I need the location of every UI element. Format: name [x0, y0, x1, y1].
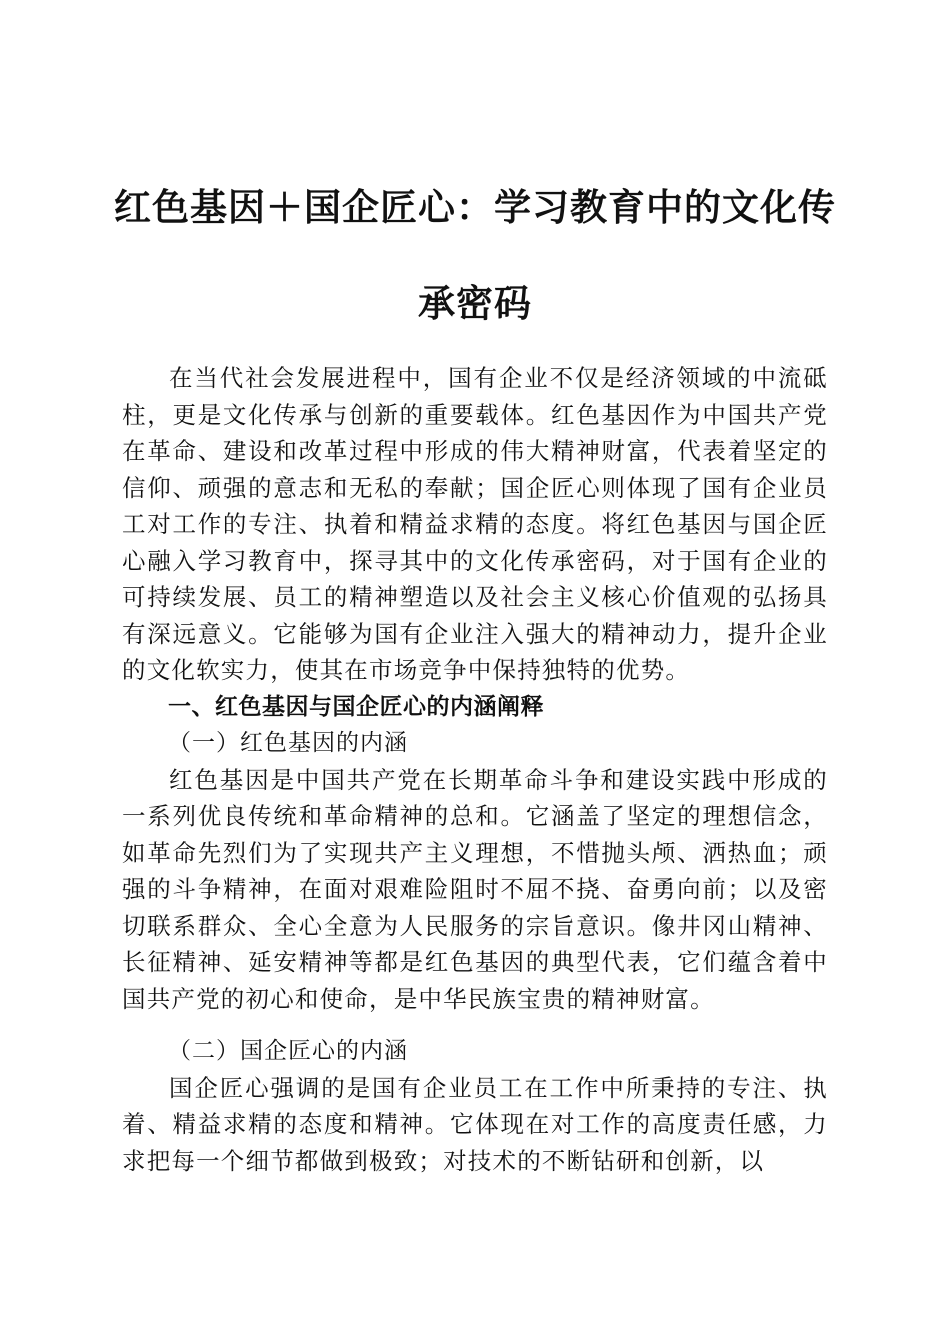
document-body — [122, 360, 828, 1179]
intro-paragraph: 在当代社会发展进程中，国有企业不仅是经济领域的中流砥柱，更是文化传承与创新的重要载体。红色基因作为中国共产党在革命、建设和改革过程中形成的伟大精神财富，代表着坚定的信仰、顽强的意志和无私的奉献；国企匠心则体现了国有企业员工对工作的专注、执着和精益求精的态度。将红色基因与国企匠心融入学习教育中，探寻其中的文化传承密码，对于国有企业的可持续发展、员工的精神塑造以及社会主义核心价值观的弘扬具有深远意义。它能够为国有企业注入强大的精神动力，提升企业的文化软实力，使其在市场竞争中保持独特的优势。 — [122, 364, 828, 684]
subsection-1-paragraph: 红色基因是中国共产党在长期革命斗争和建设实践中形成的一系列优良传统和革命精神的总和。它涵盖了坚定的理想信念，如革命先烈们为了实现共产主义理想，不惜抛头颅、洒热血；顽强的斗争精神，在面对艰难险阻时不屈不挠、奋勇向前；以及密切联系群众、全心全意为人民服务的宗旨意识。像井冈山精神、长征精神、延安精神等都是红色基因的典型代表，它们蕴含着中国共产党的初心和使命，是中华民族宝贵的精神财富。 — [122, 765, 828, 1013]
subsection-heading-1: （一）红色基因的内涵 — [168, 730, 408, 756]
subsection-2-paragraph: 国企匠心强调的是国有企业员工在工作中所秉持的专注、执着、精益求精的态度和精神。它体现在对工作的高度责任感，力求把每一个细节都做到极致；对技术的不断钻研和创新，以 — [122, 1073, 828, 1175]
section-heading-1: 一、红色基因与国企匠心的内涵阐释 — [168, 693, 544, 720]
subsection-heading-2: （二）国企匠心的内涵 — [168, 1038, 408, 1064]
document-title: 红色基因＋国企匠心：学习教育中的文化传承密码 — [114, 186, 836, 325]
